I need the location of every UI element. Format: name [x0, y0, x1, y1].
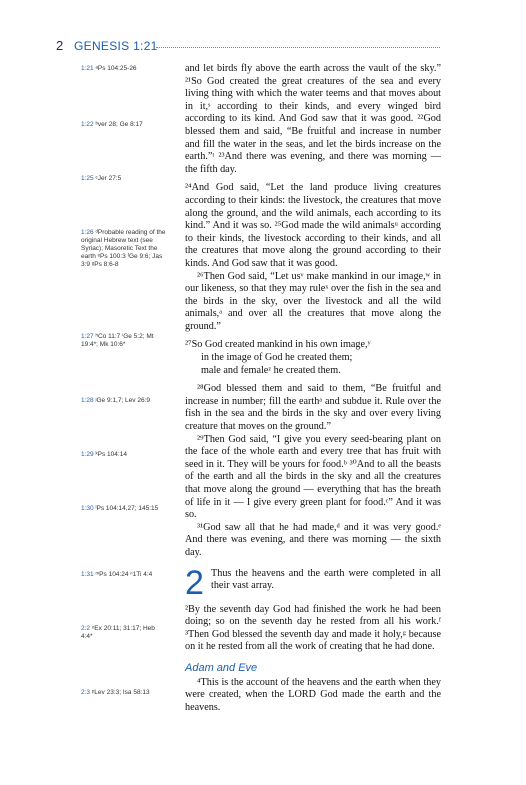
page-number: 2 [56, 38, 64, 53]
cross-reference: 1:25 ᶜJer 27:5 [81, 175, 122, 182]
header-rule [156, 47, 440, 48]
cross-reference-column [0, 0, 170, 785]
paragraph: Thus the heavens and the earth were completed in all their vast array. [211, 567, 441, 592]
cross-reference: 2:2 ᵒEx 20:11; 31:17; Heb 4:4* [81, 625, 155, 640]
section-heading: Adam and Eve [185, 661, 258, 674]
paragraph: ²⁹Then God said, “I give you every seed-bearing plant on the face of the whole earth and every tree that has fruit with seed in it. They will be yours for food.ᵇ ³⁰And to all the beasts of the earth and all the birds in the sky and all the creatures that move along the ground — everything that has the breath of life in it — I give every green plant for food.ᶜ” And it was so. [185, 433, 441, 521]
paragraph: ²⁶Then God said, “Let usᵛ make mankind in our image,ʷ in our likeness, so that they may ruleˣ over the fish in the sea and the birds in the sky, over the livestock and all the wild animals,ᵃ and over all the creatures that move along the ground.” [185, 270, 441, 332]
running-head: GENESIS 1:21 [74, 39, 158, 53]
paragraph: and let birds fly above the earth across the vault of the sky.” ²¹So God created the great creatures of the sea and every living thing with which the water teems and that moves about in it,ˢ according to their kinds, and every winged bird according to its kind. And God saw that it was good. ²²God blessed them and said, “Be fruitful and increase in number and fill the water in the seas, and let the birds increase on the earth.”ᵗ ²³And there was evening, and there was morning — the fifth day. [185, 63, 441, 175]
scripture-text [185, 63, 441, 714]
poetry-block [185, 339, 441, 377]
poetry-line: ²⁷So God created mankind in his own image,ʸ [185, 339, 371, 351]
cross-reference: 1:28 ʲGe 9:1,7; Lev 26:9 [81, 397, 150, 404]
cross-reference: 1:30 ˡPs 104:14,27; 145:15 [81, 505, 159, 512]
cross-reference: 1:26 ᵈProbable reading of the original Hebrew text (see Syriac); Masoretic Text the earth ᵉPs 100:3 ᶠGe 9:6; Jas 3:9 ᵍPs 8:6-8 [81, 229, 166, 268]
cross-reference: 1:31 ᵐPs 104:24 ⁿ1Ti 4:4 [81, 571, 153, 578]
paragraph: ³¹God saw all that he had made,ᵈ and it was very good.ᵉ And there was evening, and there was morning — the sixth day. [185, 521, 441, 558]
chapter-start [185, 563, 441, 602]
paragraph: ²By the seventh day God had finished the work he had been doing; so on the seventh day he rested from all his work.ᶠ ³Then God blessed the seventh day and made it holy,ᵍ because on it he rested from all the work of creating that he had done. [185, 603, 441, 653]
cross-reference: 1:21 ᵃPs 104:25-26 [81, 65, 137, 72]
cross-reference: 1:27 ʰCo 11:7 ⁱGe 5:2; Mt 19:4*; Mk 10:6* [81, 333, 154, 348]
poetry-line: male and femaleᶻ he created them. [201, 364, 341, 376]
cross-reference: 1:29 ᵏPs 104:14 [81, 451, 127, 458]
chapter-number: 2 [185, 563, 204, 602]
paragraph: ²⁸God blessed them and said to them, “Be fruitful and increase in number; fill the earthᵃ and subdue it. Rule over the fish in the sea and the birds in the sky and over every living creature that moves on the ground.” [185, 383, 441, 433]
cross-reference: 2:3 ᵖLev 23:3; Isa 58:13 [81, 689, 150, 696]
cross-reference: 1:22 ᵇver 28; Ge 8:17 [81, 121, 143, 128]
poetry-line: in the image of God he created them; [201, 352, 353, 364]
paragraph: ²⁴And God said, “Let the land produce living creatures according to their kinds: the livestock, the creatures that move along the ground, and the wild animals, each according to its kind.” And it was so. ²⁵God made the wild animalsᵘ according to their kinds, the livestock according to their kinds, and all the creatures that move along the ground according to their kinds. And God saw that it was good. [185, 182, 441, 269]
paragraph: ⁴This is the account of the heavens and the earth when they were created, when the LORD God made the earth and the heavens. [185, 676, 441, 713]
